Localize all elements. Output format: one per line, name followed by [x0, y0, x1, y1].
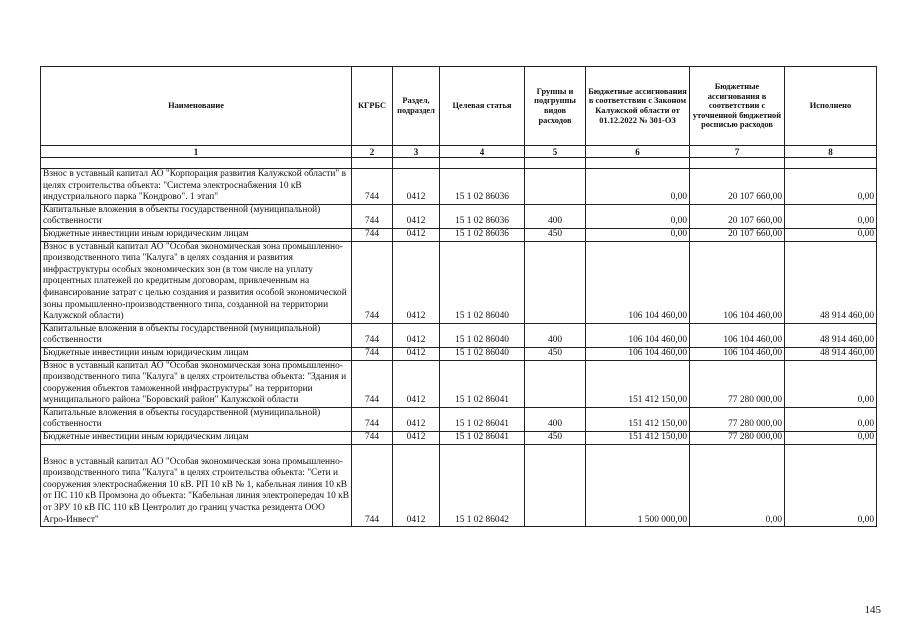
row-name: Капитальные вложения в объекты государственной (муниципальной) собственности — [41, 204, 352, 228]
row-target: 15 1 02 86036 — [440, 169, 525, 205]
row-refined: 106 104 460,00 — [690, 241, 785, 323]
row-section: 0412 — [393, 347, 440, 360]
row-kgrbs: 744 — [352, 241, 393, 323]
row-section: 0412 — [393, 169, 440, 205]
row-executed: 0,00 — [785, 228, 877, 241]
row-law: 151 412 150,00 — [586, 407, 690, 431]
row-refined: 106 104 460,00 — [690, 323, 785, 347]
row-target: 15 1 02 86041 — [440, 360, 525, 407]
row-name: Бюджетные инвестиции иным юридическим лицам — [41, 228, 352, 241]
row-name: Капитальные вложения в объекты государственной (муниципальной) собственности — [41, 407, 352, 431]
table-row — [41, 444, 877, 527]
row-section: 0412 — [393, 228, 440, 241]
spacer-cell — [352, 158, 393, 169]
row-target: 15 1 02 86041 — [440, 432, 525, 445]
row-executed: 0,00 — [785, 444, 877, 527]
row-executed: 48 914 460,00 — [785, 347, 877, 360]
row-section: 0412 — [393, 204, 440, 228]
row-refined: 0,00 — [690, 444, 785, 527]
row-executed: 0,00 — [785, 432, 877, 445]
row-group — [525, 360, 586, 407]
spacer-cell — [525, 158, 586, 169]
table-row — [41, 347, 877, 360]
row-kgrbs: 744 — [352, 407, 393, 431]
row-kgrbs: 744 — [352, 204, 393, 228]
table-row — [41, 432, 877, 445]
table-row — [41, 169, 877, 205]
row-group — [525, 169, 586, 205]
row-target: 15 1 02 86041 — [440, 407, 525, 431]
row-group: 400 — [525, 407, 586, 431]
column-number-row — [41, 146, 877, 158]
row-law: 106 104 460,00 — [586, 323, 690, 347]
row-law: 151 412 150,00 — [586, 432, 690, 445]
spacer-cell — [393, 158, 440, 169]
row-group: 400 — [525, 204, 586, 228]
row-kgrbs: 744 — [352, 444, 393, 527]
row-target: 15 1 02 86040 — [440, 241, 525, 323]
row-law: 0,00 — [586, 204, 690, 228]
spacer-cell — [586, 158, 690, 169]
column-number: 8 — [785, 146, 877, 158]
table-row — [41, 204, 877, 228]
row-law: 151 412 150,00 — [586, 360, 690, 407]
row-kgrbs: 744 — [352, 323, 393, 347]
row-refined: 77 280 000,00 — [690, 360, 785, 407]
row-refined: 20 107 660,00 — [690, 204, 785, 228]
row-section: 0412 — [393, 241, 440, 323]
row-kgrbs: 744 — [352, 169, 393, 205]
row-group: 450 — [525, 347, 586, 360]
header-name: Наименование — [41, 67, 352, 146]
table-row — [41, 228, 877, 241]
column-number: 6 — [586, 146, 690, 158]
row-executed: 0,00 — [785, 407, 877, 431]
row-kgrbs: 744 — [352, 228, 393, 241]
row-group: 450 — [525, 432, 586, 445]
row-section: 0412 — [393, 360, 440, 407]
column-number: 7 — [690, 146, 785, 158]
row-name: Бюджетные инвестиции иным юридическим лицам — [41, 347, 352, 360]
budget-table — [40, 66, 877, 527]
row-refined: 106 104 460,00 — [690, 347, 785, 360]
column-number: 3 — [393, 146, 440, 158]
spacer-cell — [440, 158, 525, 169]
row-name: Взнос в уставный капитал АО "Особая экономическая зона промышленно-производственного типа "Калуга" в целях создания и развития инфраструктуры особых экономических зон (в том числе на уплату процентных платежей по кредитным договорам, привлеченным на финансирование затрат с целью создания и развития особой экономической зоны промышленно-производственного типа, созданной на территории Калужской области) — [41, 241, 352, 323]
header-refined-allocations: Бюджетные ассигнования в соответствии с уточненной бюджетной росписью расходов — [690, 67, 785, 146]
row-refined: 20 107 660,00 — [690, 228, 785, 241]
spacer-cell — [785, 158, 877, 169]
row-section: 0412 — [393, 444, 440, 527]
table-row — [41, 241, 877, 323]
column-number: 2 — [352, 146, 393, 158]
row-law: 1 500 000,00 — [586, 444, 690, 527]
header-law-allocations: Бюджетные ассигнования в соответствии с Законом Калужской области от 01.12.2022 № 301-ОЗ — [586, 67, 690, 146]
page-number: 145 — [864, 604, 881, 616]
row-kgrbs: 744 — [352, 432, 393, 445]
row-target: 15 1 02 86036 — [440, 204, 525, 228]
header-section: Раздел, подраздел — [393, 67, 440, 146]
spacer-cell — [41, 158, 352, 169]
row-law: 106 104 460,00 — [586, 241, 690, 323]
row-group — [525, 241, 586, 323]
row-section: 0412 — [393, 323, 440, 347]
row-executed: 0,00 — [785, 360, 877, 407]
row-name: Бюджетные инвестиции иным юридическим лицам — [41, 432, 352, 445]
row-kgrbs: 744 — [352, 360, 393, 407]
column-number: 4 — [440, 146, 525, 158]
row-name: Капитальные вложения в объекты государственной (муниципальной) собственности — [41, 323, 352, 347]
row-group: 400 — [525, 323, 586, 347]
row-executed: 0,00 — [785, 169, 877, 205]
header-executed: Исполнено — [785, 67, 877, 146]
table-row — [41, 323, 877, 347]
row-refined: 77 280 000,00 — [690, 432, 785, 445]
row-name: Взнос в уставный капитал АО "Особая экономическая зона промышленно-производственного типа "Калуга" в целях строительства объекта: "Здания и сооружения объектов таможенной инфраструктуры" на территории муниципального района "Боровский район" Калужской области — [41, 360, 352, 407]
row-target: 15 1 02 86040 — [440, 323, 525, 347]
header-target: Целевая статья — [440, 67, 525, 146]
row-section: 0412 — [393, 432, 440, 445]
row-target: 15 1 02 86040 — [440, 347, 525, 360]
row-executed: 48 914 460,00 — [785, 241, 877, 323]
row-law: 0,00 — [586, 169, 690, 205]
column-number: 1 — [41, 146, 352, 158]
row-executed: 48 914 460,00 — [785, 323, 877, 347]
row-executed: 0,00 — [785, 204, 877, 228]
row-target: 15 1 02 86042 — [440, 444, 525, 527]
row-kgrbs: 744 — [352, 347, 393, 360]
table-header-row — [41, 67, 877, 146]
row-name: Взнос в уставный капитал АО "Особая экономическая зона промышленно-производственного типа "Калуга" в целях строительства объекта: "Сети и сооружения электроснабжения 10 кВ. РП 10 кВ № 1, кабельная линия 10 кВ от ПС 110 кВ Промзона до объекта: "Кабельная линия электропередач 10 кВ от ЗРУ 10 кВ ПС 110 кВ Центролит до границ участка резидента ООО Агро-Инвест" — [41, 444, 352, 527]
header-kgrbs: КГРБС — [352, 67, 393, 146]
row-group: 450 — [525, 228, 586, 241]
column-number: 5 — [525, 146, 586, 158]
row-group — [525, 444, 586, 527]
row-section: 0412 — [393, 407, 440, 431]
table-row — [41, 360, 877, 407]
spacer-cell — [690, 158, 785, 169]
row-name: Взнос в уставный капитал АО "Корпорация развития Калужской области" в целях строительства объекта: "Система электроснабжения 10 кВ индустриального парка "Кондрово". 1 этап" — [41, 169, 352, 205]
row-target: 15 1 02 86036 — [440, 228, 525, 241]
row-law: 0,00 — [586, 228, 690, 241]
row-refined: 77 280 000,00 — [690, 407, 785, 431]
row-refined: 20 107 660,00 — [690, 169, 785, 205]
header-expense-groups: Группы и подгруппы видов расходов — [525, 67, 586, 146]
table-row — [41, 407, 877, 431]
spacer-row — [41, 158, 877, 169]
row-law: 106 104 460,00 — [586, 347, 690, 360]
